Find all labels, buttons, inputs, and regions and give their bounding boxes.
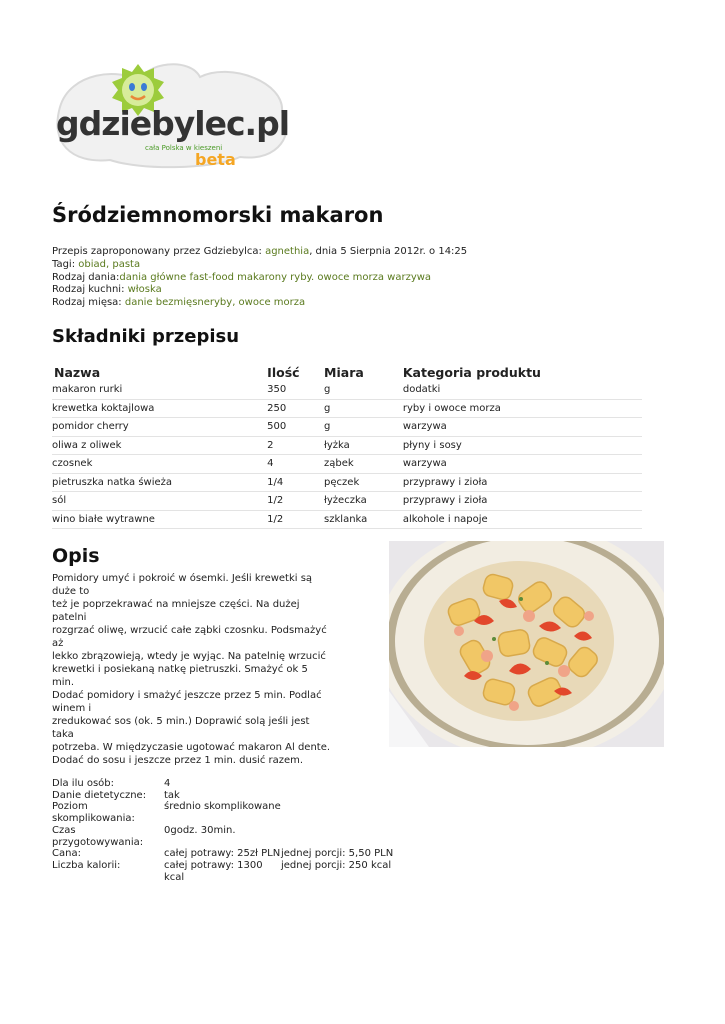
table-row (52, 418, 642, 437)
price-label: Cana: (52, 848, 81, 860)
description-line: krewetki i posiekaną natkę pietruszki. Smażyć ok 5 min. (52, 664, 308, 688)
column-header-category: Kategoria produktu (402, 365, 541, 380)
logo-tagline: cała Polska w kieszeni (145, 144, 223, 152)
ingredient-category: alkohole i napoje (403, 510, 642, 529)
ingredient-category: przyprawy i zioła (403, 492, 642, 511)
ingredient-quantity: 250 (267, 399, 324, 418)
meta-cuisine-line (52, 284, 467, 297)
ingredient-name: sól (52, 492, 267, 511)
description-line: potrzeba. W międzyczasie ugotować makaron Al dente. (52, 742, 331, 753)
table-row (52, 455, 642, 474)
summary-row-diet (52, 790, 393, 802)
ingredient-quantity: 350 (267, 381, 324, 399)
ingredient-quantity: 1/2 (267, 510, 324, 529)
description-line: Pomidory umyć i pokroić w ósemki. Jeśli krewetki są duże to (52, 573, 313, 597)
meta-meat-line (52, 297, 467, 310)
ingredient-quantity: 1/4 (267, 473, 324, 492)
ingredient-category: dodatki (403, 381, 642, 399)
ingredients-table (52, 363, 642, 529)
ingredient-name: wino białe wytrawne (52, 510, 267, 529)
table-row (52, 473, 642, 492)
persons-label: Dla ilu osób: (52, 778, 115, 789)
site-logo[interactable] (50, 52, 295, 177)
meta-dish-line (52, 272, 467, 285)
ingredient-measure: g (324, 381, 403, 399)
summary-row-price (52, 848, 393, 860)
meta-proposed-label: Przepis zaproponowany przez Gdziebylca: (52, 246, 266, 257)
description-line: Dodać do sosu i jeszcze przez 1 min. dusić razem. (52, 755, 304, 766)
recipe-photo (389, 541, 664, 747)
meta-author-line (52, 246, 467, 259)
cuisine-link[interactable]: włoska (127, 284, 162, 296)
ingredient-category: przyprawy i zioła (403, 473, 642, 492)
ingredient-name: makaron rurki (52, 381, 267, 399)
time-label: Czas przygotowywania: (52, 824, 144, 848)
dish-type-link[interactable]: dania główne fast-food makarony ryby. owoce morza warzywa (119, 271, 432, 283)
table-row (52, 399, 642, 418)
description-line: lekko zbrązowieją, wtedy je wyjąc. Na patelnię wrzucić (52, 651, 326, 662)
ingredient-measure: g (324, 399, 403, 418)
ingredient-measure: ząbek (324, 455, 403, 474)
table-row (52, 510, 642, 529)
persons-value: 4 (164, 778, 171, 789)
column-header-quantity: Ilość (267, 365, 300, 380)
column-header-measure: Miara (324, 365, 364, 380)
ingredient-quantity: 500 (267, 418, 324, 437)
ingredient-measure: pęczek (324, 473, 403, 492)
column-header-name: Nazwa (54, 365, 101, 380)
meat-type-link[interactable]: danie bezmięsneryby, owoce morza (124, 297, 306, 309)
ingredient-quantity: 1/2 (267, 492, 324, 511)
ingredient-name: oliwa z oliwek (52, 436, 267, 455)
ingredient-category: ryby i owoce morza (403, 399, 642, 418)
ingredient-measure: g (324, 418, 403, 437)
price-portion: jednej porcji: 5,50 PLN (281, 848, 394, 860)
meta-tags-line (52, 259, 467, 272)
table-row (52, 381, 642, 399)
author-link[interactable]: agnethia (265, 246, 310, 257)
meta-date: , dnia 5 Sierpnia 2012r. o 14:25 (309, 246, 468, 257)
table-row (52, 492, 642, 511)
ingredient-measure: łyżka (324, 436, 403, 455)
ingredient-quantity: 2 (267, 436, 324, 455)
tags-link[interactable]: obiad, pasta (78, 258, 141, 270)
ingredient-category: warzywa (403, 418, 642, 437)
ingredient-name: pietruszka natka świeża (52, 473, 267, 492)
ingredient-name: pomidor cherry (52, 418, 267, 437)
description-line: zredukować sos (ok. 5 min.) Doprawić solą jeśli jest taka (52, 716, 310, 740)
meta-tags-label: Tagi: (52, 258, 79, 270)
recipe-summary (52, 778, 393, 883)
diet-label: Danie dietetyczne: (52, 789, 147, 801)
ingredient-category: płyny i sosy (403, 436, 642, 455)
description-line: Dodać pomidory i smażyć jeszcze przez 5 min. Podlać winem i (52, 690, 322, 714)
meta-cuisine-label: Rodzaj kuchni: (52, 284, 128, 296)
calories-total: całej potrawy: 1300 kcal (164, 859, 263, 883)
summary-row-persons (52, 778, 393, 790)
logo-beta-badge: beta (195, 150, 236, 169)
summary-row-difficulty (52, 801, 393, 824)
price-total: całej potrawy: 25zł PLN (164, 848, 281, 860)
difficulty-label: Poziom skomplikowania: (52, 801, 135, 825)
logo-wordmark: gdziebylec.pl (56, 104, 290, 143)
ingredient-name: czosnek (52, 455, 267, 474)
diet-value: tak (164, 789, 180, 801)
ingredient-measure: szklanka (324, 510, 403, 529)
summary-row-calories (52, 860, 393, 883)
description-line: też je poprzekrawać na mniejsze części. Na dużej patelni (52, 599, 300, 623)
ingredient-category: warzywa (403, 455, 642, 474)
calories-portion: jednej porcji: 250 kcal (281, 859, 392, 871)
calories-label: Liczba kalorii: (52, 859, 121, 871)
ingredient-name: krewetka koktajlowa (52, 399, 267, 418)
description-text (52, 572, 332, 767)
description-line: rozgrzać oliwę, wrzucić całe ząbki czosnku. Podsmażyć aż (52, 625, 327, 649)
recipe-title: Śródziemnomorski makaron (52, 203, 384, 227)
recipe-meta (52, 246, 467, 310)
ingredient-quantity: 4 (267, 455, 324, 474)
difficulty-value: średnio skomplikowane (164, 801, 281, 813)
meta-dish-label: Rodzaj dania: (52, 271, 120, 283)
table-header-row (52, 363, 642, 381)
meta-meat-label: Rodzaj mięsa: (52, 297, 125, 309)
summary-row-time (52, 825, 393, 848)
time-value: 0godz. 30min. (164, 824, 236, 836)
ingredient-measure: łyżeczka (324, 492, 403, 511)
table-row (52, 436, 642, 455)
ingredients-heading: Składniki przepisu (52, 326, 240, 347)
description-heading: Opis (52, 545, 100, 567)
